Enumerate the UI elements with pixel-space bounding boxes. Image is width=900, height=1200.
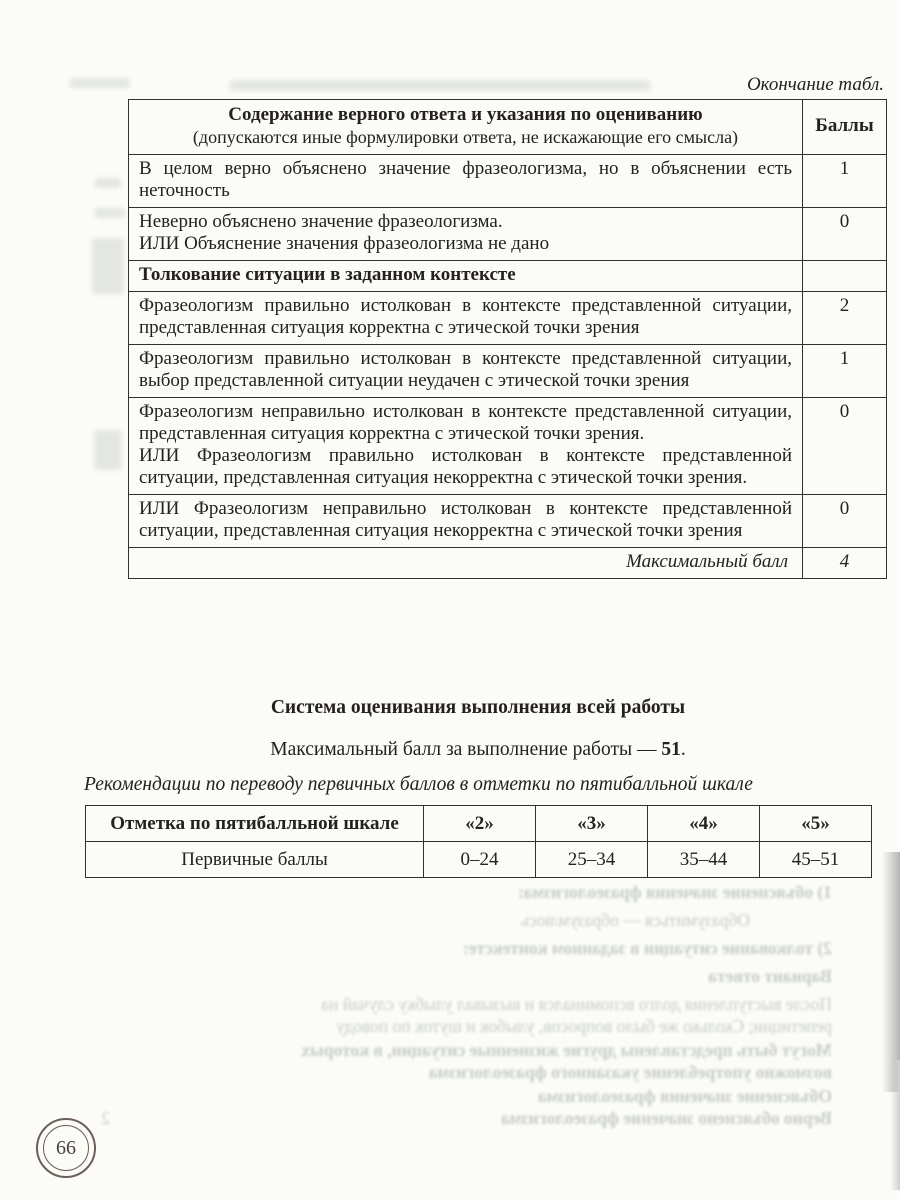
rubric-header-row	[129, 100, 887, 155]
rubric-section-title: Толкование ситуации в заданном контексте	[129, 261, 803, 292]
max-score-value: 51	[661, 739, 681, 760]
rubric-row-score: 0	[803, 495, 887, 548]
rubric-row	[129, 208, 887, 261]
page-number: 66	[43, 1125, 89, 1171]
rubric-header-note: (допускаются иные формулировки ответа, не искажающие его смысла)	[192, 127, 739, 147]
rubric-row-text: ИЛИ Фразеологизм правильно истолкован в контексте представленной ситуации, представленная ситуация некорректна с этической точки зрения.	[139, 445, 792, 488]
bleed-through-text: репетиции; Сколько же было вопросов, улыбок и шуток по поводу	[335, 1016, 832, 1036]
rubric-row-text: ИЛИ Объяснение значения фразеологизма не дано	[139, 233, 550, 254]
rubric-row-score	[803, 261, 887, 292]
rubric-row	[129, 345, 887, 398]
max-score-suffix: .	[680, 739, 686, 760]
bleed-through-mark	[95, 208, 125, 218]
max-score-line	[85, 739, 871, 761]
rubric-section-row	[129, 261, 887, 292]
bleed-through-text: После выступления долго вспоминался и вызывал улыбку случай на	[321, 994, 832, 1014]
rubric-total-score: 4	[803, 548, 887, 579]
grade-mark-5: «5»	[760, 806, 872, 842]
bleed-through-text: Объяснение значения фразеологизма	[537, 1086, 832, 1106]
rubric-row	[129, 495, 887, 548]
scan-edge-shadow	[882, 852, 900, 1092]
rubric-row-score: 1	[803, 345, 887, 398]
range-mark-5: 45–51	[760, 842, 872, 878]
rubric-row-score: 0	[803, 398, 887, 495]
rubric-row-score: 1	[803, 155, 887, 208]
primary-scores-label: Первичные баллы	[86, 842, 424, 878]
rubric-row	[129, 292, 887, 345]
grade-mark-2: «2»	[424, 806, 536, 842]
grade-mark-4: «4»	[648, 806, 760, 842]
grade-scale-label: Отметка по пятибалльной шкале	[86, 806, 424, 842]
table-continuation-label: Окончание табл.	[746, 74, 884, 95]
bleed-through-mark	[92, 238, 124, 294]
rubric-row-text: Фразеологизм неправильно истолкован в контексте представленной ситуации, представленная ситуация корректна с этической точки зрения.	[139, 401, 792, 444]
rubric-row-score: 2	[803, 292, 887, 345]
bleed-through-score: 2	[101, 1108, 110, 1128]
page-number-badge	[36, 1118, 96, 1178]
rubric-row-score: 0	[803, 208, 887, 261]
grade-mark-3: «3»	[536, 806, 648, 842]
grade-table-header-row	[86, 806, 872, 842]
grade-conversion-table	[85, 805, 872, 878]
rubric-total-label: Максимальный балл	[129, 548, 803, 579]
range-mark-4: 35–44	[648, 842, 760, 878]
rubric-header-title: Содержание верного ответа и указания по оцениванию	[228, 104, 703, 125]
bleed-through-text: 2) толкование ситуации в заданном контексте:	[462, 938, 832, 958]
grade-table-values-row	[86, 842, 872, 878]
rubric-row-text: В целом верно объяснено значение фразеологизма, но в объяснении есть неточность	[139, 158, 792, 201]
bleed-through-mark	[230, 80, 650, 91]
rubric-row-text: Фразеологизм правильно истолкован в контексте представленной ситуации, представленная ситуация корректна с этической точки зрения	[139, 295, 792, 338]
max-score-prefix: Максимальный балл за выполнение работы —	[270, 739, 662, 760]
rubric-table	[128, 99, 887, 579]
bleed-through-text: Вариант ответа	[708, 966, 832, 986]
section-heading: Система оценивания выполнения всей работы	[270, 697, 686, 718]
rubric-row	[129, 398, 887, 495]
range-mark-2: 0–24	[424, 842, 536, 878]
rubric-header-score: Баллы	[803, 100, 887, 155]
bleed-through-text: Образумиться — образумлюсь	[520, 910, 750, 930]
rubric-row-text: Неверно объяснено значение фразеологизма.	[139, 211, 503, 232]
bleed-through-text: 1) объяснение значения фразеологизма:	[517, 882, 832, 902]
rubric-total-row	[129, 548, 887, 579]
bleed-through-mark	[70, 78, 130, 88]
rubric-row	[129, 155, 887, 208]
bleed-through-text: Верно объяснено значение фразеологизма	[501, 1108, 832, 1128]
scan-edge-shadow	[890, 1060, 900, 1190]
bleed-through-text: Могут быть представлены другие жизненные ситуации, в которых	[301, 1040, 832, 1060]
range-mark-3: 25–34	[536, 842, 648, 878]
rubric-header-content	[129, 100, 803, 155]
rubric-row-text: Фразеологизм правильно истолкован в контексте представленной ситуации, выбор представленной ситуации неудачен с этической точки зрения	[139, 348, 792, 391]
bleed-through-text: возможно употребление указанного фразеологизма	[428, 1062, 832, 1082]
recommendation-caption: Рекомендации по переводу первичных баллов в отметки по пятибалльной шкале	[84, 774, 753, 795]
bleed-through-mark	[95, 178, 121, 188]
bleed-through-mark	[94, 430, 122, 470]
rubric-row-text: ИЛИ Фразеологизм неправильно истолкован в контексте представленной ситуации, представленная ситуация некорректна с этической точки зрения	[139, 498, 792, 541]
